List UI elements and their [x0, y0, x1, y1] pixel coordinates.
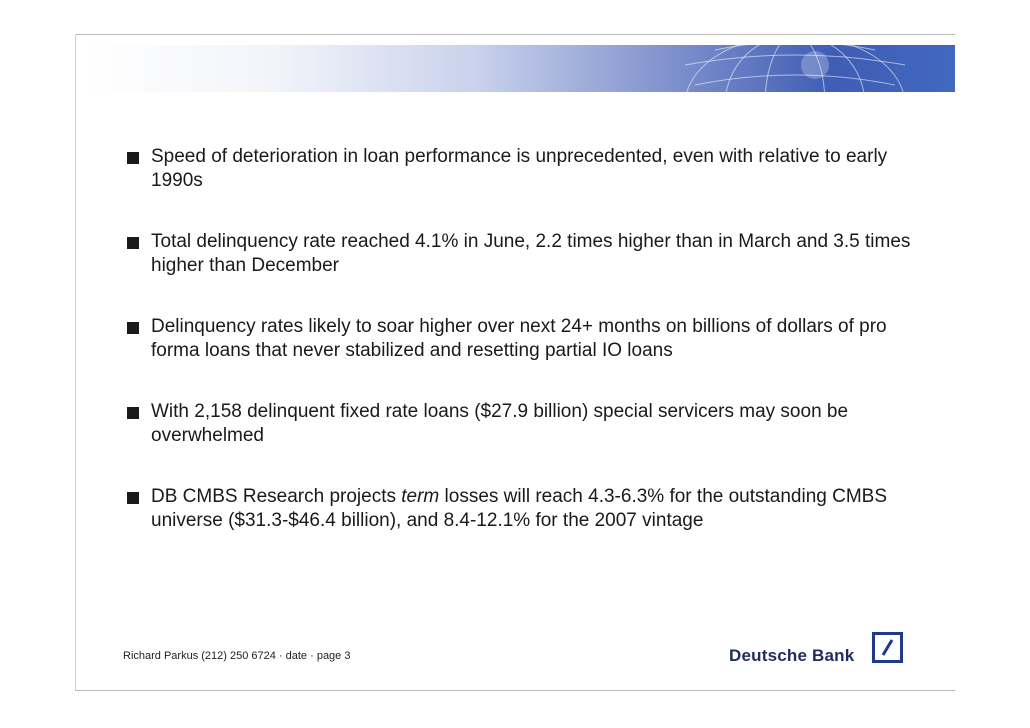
- bullet-item: [124, 485, 924, 533]
- footer-text: Richard Parkus (212) 250 6724 · date · page 3: [123, 650, 351, 662]
- bullet-text-part: losses will reach 4.3-6.3% for the outstanding CMBS universe ($31.3-$46.4 billion), and 8.4-12.1% for the 2007 vintage: [151, 486, 888, 531]
- bullet-text: Delinquency rates likely to soar higher over next 24+ months on billions of dollars of pro forma loans that never stabilized and resetting partial IO loans: [151, 316, 887, 361]
- frame-left-rule: [75, 34, 76, 691]
- bullet-square-icon: [127, 492, 139, 504]
- bullet-square-icon: [127, 237, 139, 249]
- bullet-text: Total delinquency rate reached 4.1% in June, 2.2 times higher than in March and 3.5 times higher than December: [151, 231, 911, 276]
- globe-graphic-icon: [655, 45, 955, 92]
- frame-top-rule: [75, 34, 955, 35]
- bullet-item: [124, 230, 924, 278]
- bullet-text-emphasis: term: [401, 486, 440, 507]
- bullet-list: [124, 145, 924, 533]
- frame-bottom-rule: [75, 690, 955, 691]
- bullet-item: [124, 315, 924, 363]
- bullet-square-icon: [127, 322, 139, 334]
- bullet-item: [124, 145, 924, 193]
- bullet-text: Speed of deterioration in loan performance is unprecedented, even with relative to early 1990s: [151, 146, 888, 191]
- bullet-square-icon: [127, 407, 139, 419]
- header-banner: [83, 45, 955, 92]
- bullet-square-icon: [127, 152, 139, 164]
- deutsche-bank-slash-logo-icon: [872, 632, 903, 663]
- bullet-text-part: DB CMBS Research projects: [151, 486, 402, 507]
- bullet-item: [124, 400, 924, 448]
- bullet-text: With 2,158 delinquent fixed rate loans ($27.9 billion) special servicers may soon be overwhelmed: [151, 401, 849, 446]
- deutsche-bank-wordmark: Deutsche Bank: [729, 646, 855, 665]
